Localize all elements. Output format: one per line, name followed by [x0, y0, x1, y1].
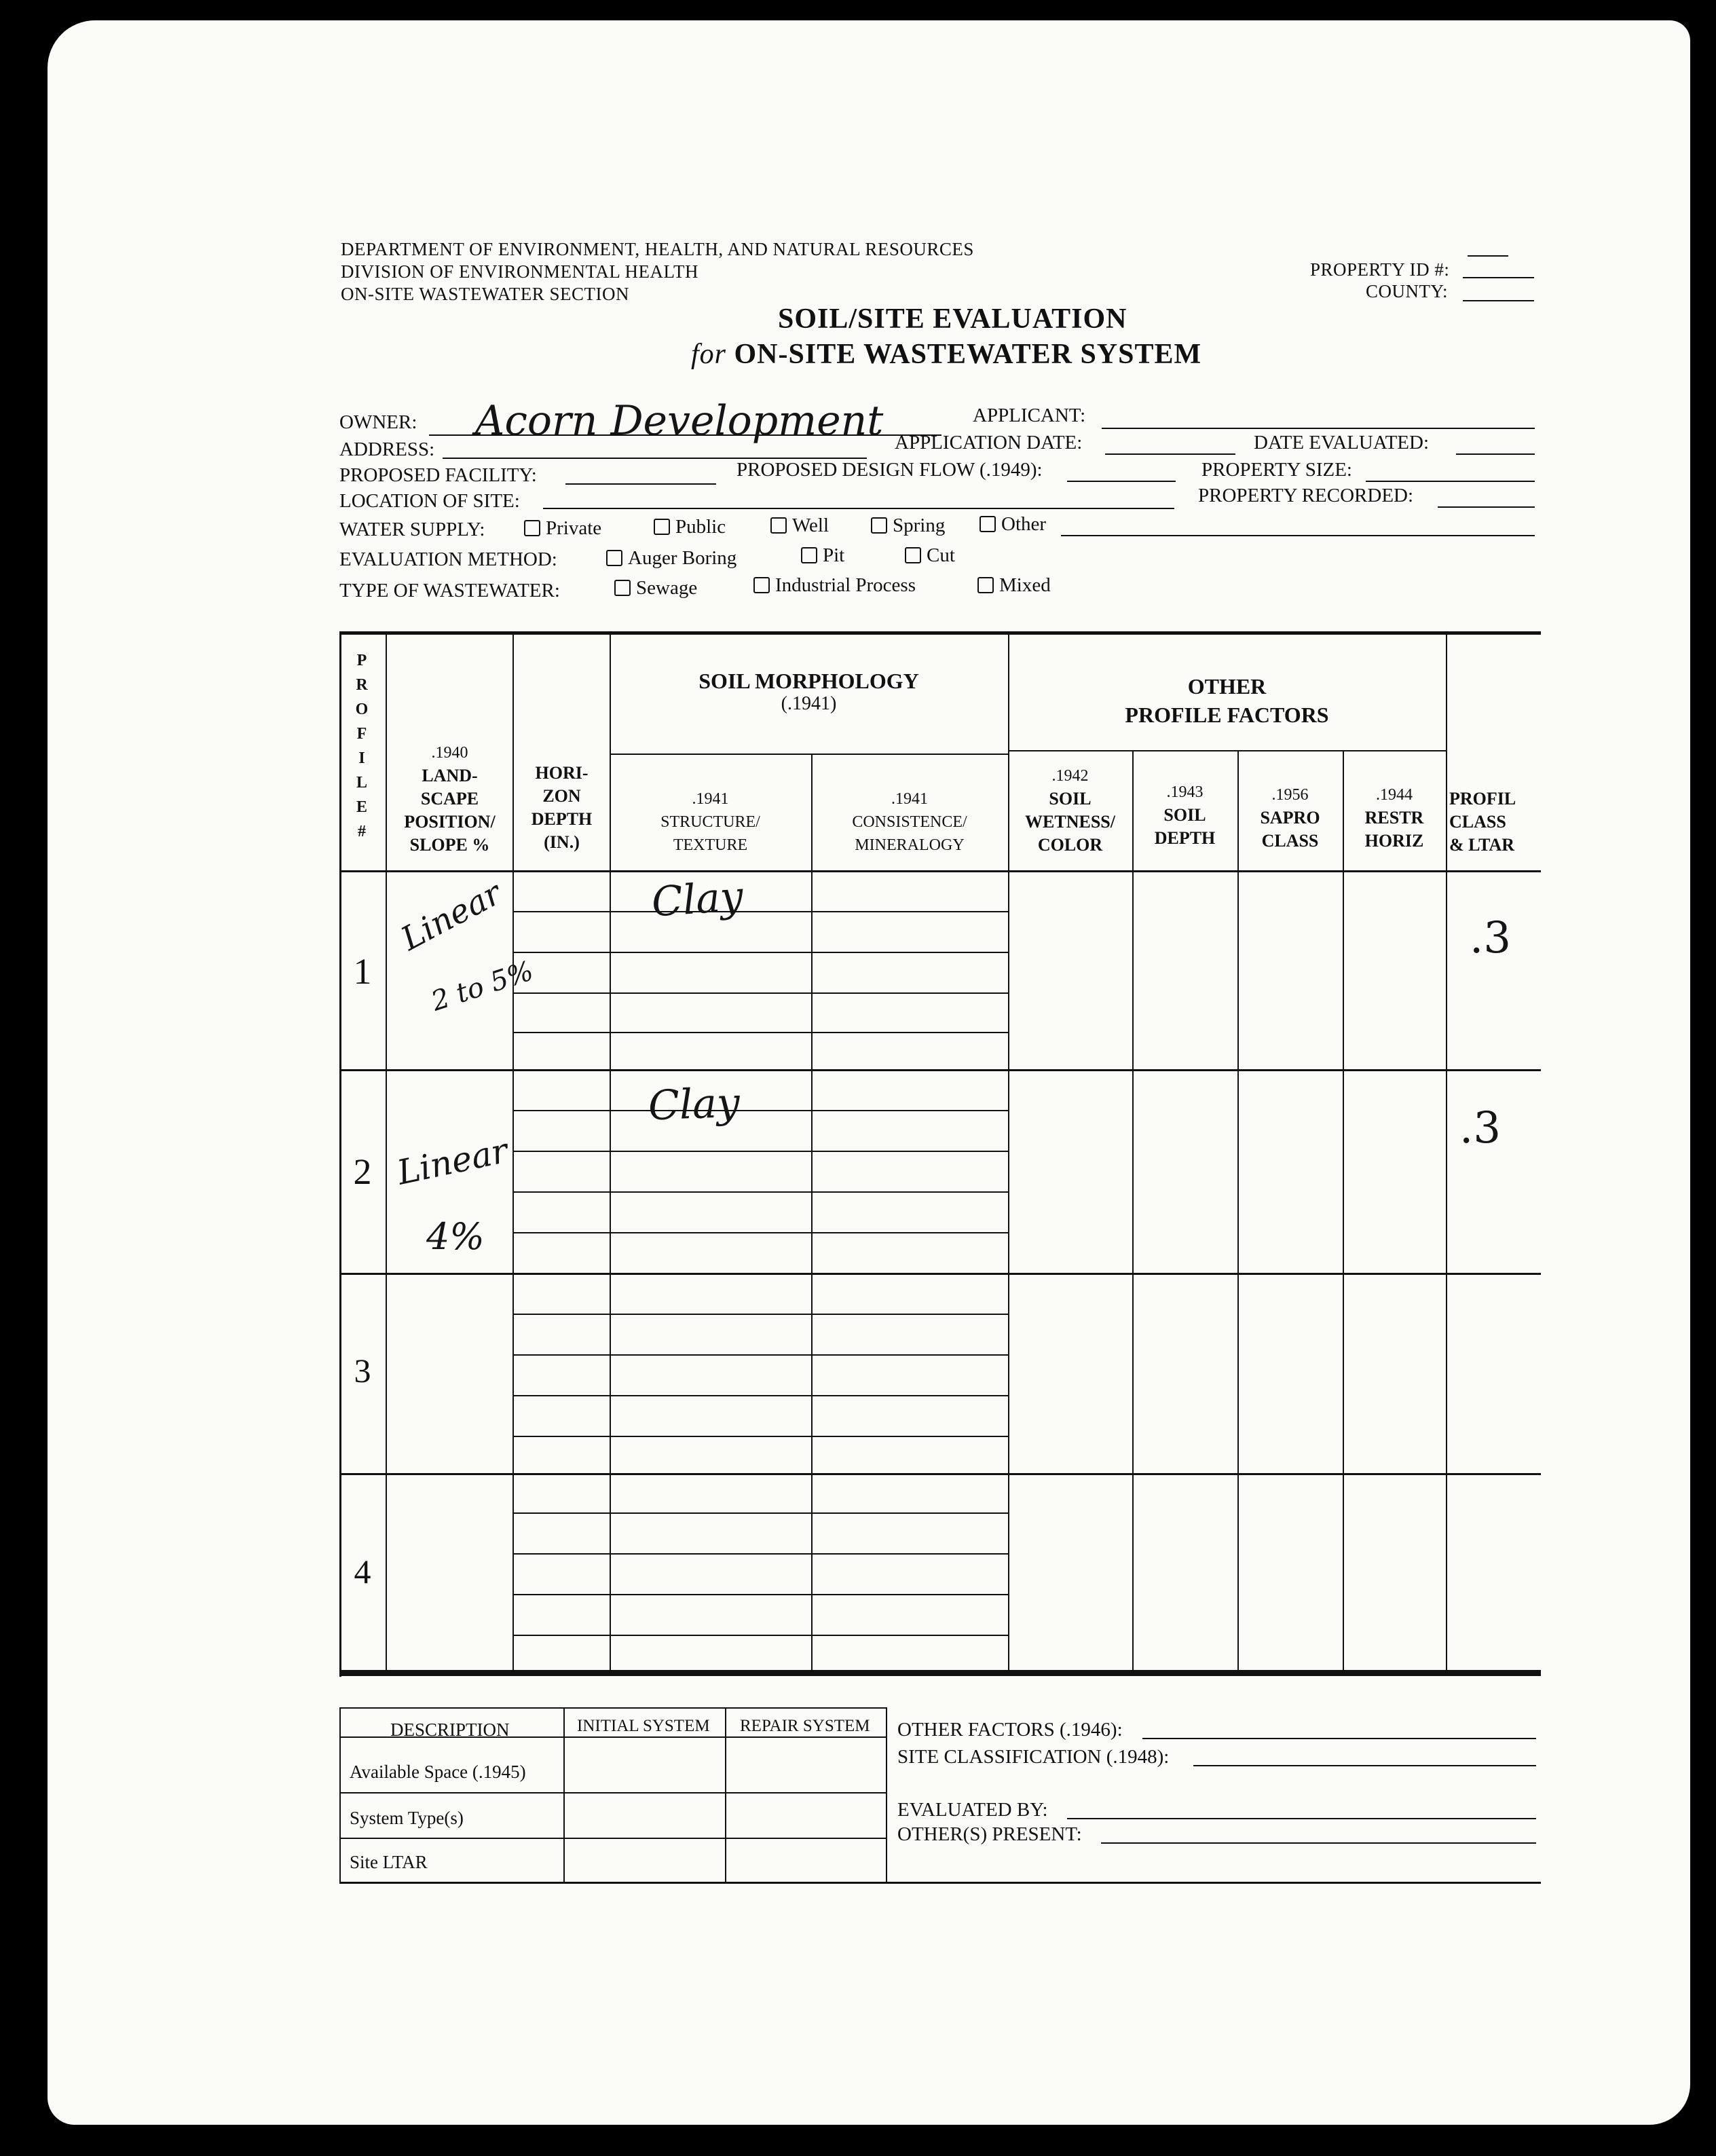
location-label: LOCATION OF SITE: [339, 490, 520, 512]
evaluation-method-label: EVALUATION METHOD: [339, 549, 557, 570]
pit-checkbox[interactable]: Pit [801, 544, 844, 567]
landscape-value: Linear [395, 874, 508, 959]
water-other-field[interactable] [1061, 535, 1535, 536]
available-space-label: Available Space (.1945) [350, 1762, 526, 1782]
owner-value: Acorn Development [475, 397, 884, 445]
soil-morphology-header: SOIL MORPHOLOGY (.1941) [698, 669, 919, 714]
structure-value: Clay [650, 872, 745, 927]
property-size-label: PROPERTY SIZE: [1201, 459, 1352, 481]
application-date-label: APPLICATION DATE: [895, 432, 1083, 453]
other-profile-factors-header: OTHER PROFILE FACTORS [1125, 674, 1329, 727]
county-field[interactable] [1463, 300, 1534, 301]
property-size-field[interactable] [1366, 481, 1535, 482]
consistence-mineralogy-header: .1941 CONSISTENCE/ MINERALOGY [852, 790, 967, 854]
owner-label: OWNER: [339, 411, 417, 433]
property-id-label: PROPERTY ID #: [1310, 259, 1450, 280]
cut-checkbox[interactable]: Cut [905, 544, 955, 567]
landscape-value: Linear [394, 1130, 512, 1193]
others-present-label: OTHER(S) PRESENT: [897, 1823, 1082, 1845]
site-classification-label: SITE CLASSIFICATION (.1948): [897, 1746, 1170, 1768]
water-private-checkbox[interactable]: Private [524, 517, 601, 540]
slope-value: 4% [426, 1215, 485, 1258]
profile-number: 3 [354, 1352, 371, 1390]
sewage-checkbox[interactable]: Sewage [614, 577, 697, 599]
county-label: COUNTY: [1366, 281, 1449, 301]
evaluated-by-field[interactable] [1067, 1818, 1536, 1819]
proposed-facility-label: PROPOSED FACILITY: [339, 464, 537, 486]
property-id-field[interactable] [1463, 277, 1534, 278]
wastewater-type-label: TYPE OF WASTEWATER: [339, 580, 560, 601]
applicant-label: APPLICANT: [973, 405, 1086, 426]
water-public-checkbox[interactable]: Public [654, 516, 726, 538]
evaluated-by-label: EVALUATED BY: [897, 1799, 1048, 1821]
other-factors-field[interactable] [1142, 1738, 1536, 1739]
profile-class-value: .3 [1459, 1103, 1502, 1153]
subtitle-prefix: for [691, 339, 727, 370]
other-factors-label: OTHER FACTORS (.1946): [897, 1719, 1123, 1741]
structure-value: Clay [647, 1079, 741, 1130]
property-recorded-field[interactable] [1438, 506, 1535, 508]
system-type-label: System Type(s) [350, 1808, 464, 1828]
mixed-checkbox[interactable]: Mixed [977, 574, 1051, 597]
profile-number: 2 [353, 1151, 372, 1192]
profile-class-header: PROFIL CLASS & LTAR [1449, 789, 1516, 855]
industrial-process-checkbox[interactable]: Industrial Process [753, 574, 916, 597]
landscape-header: .1940 LAND- SCAPE POSITION/ SLOPE % [404, 744, 496, 855]
address-label: ADDRESS: [339, 439, 435, 460]
site-ltar-label: Site LTAR [350, 1852, 428, 1872]
location-field[interactable] [543, 508, 1174, 509]
design-flow-field[interactable] [1067, 481, 1176, 482]
section-line: ON-SITE WASTEWATER SECTION [341, 284, 629, 304]
others-present-field[interactable] [1101, 1842, 1536, 1844]
form-subtitle [691, 338, 1201, 371]
structure-texture-header: .1941 STRUCTURE/ TEXTURE [660, 790, 760, 854]
subtitle-text: ON-SITE WASTEWATER SYSTEM [734, 339, 1202, 370]
profile-number: 4 [354, 1553, 371, 1591]
department-line: DEPARTMENT OF ENVIRONMENT, HEALTH, AND NATURAL RESOURCES [341, 239, 974, 259]
slope-value: 2 to 5% [428, 955, 538, 1018]
division-line: DIVISION OF ENVIRONMENTAL HEALTH [341, 261, 699, 282]
description-header: DESCRIPTION [390, 1720, 510, 1740]
initial-system-header: INITIAL SYSTEM [577, 1717, 710, 1735]
water-other-checkbox[interactable]: Other [980, 513, 1046, 536]
soil-wetness-header: .1942 SOIL WETNESS/ COLOR [1025, 767, 1115, 855]
restr-horiz-header: .1944 RESTR HORIZ [1364, 786, 1424, 851]
profile-number: 1 [353, 951, 372, 992]
date-evaluated-label: DATE EVALUATED: [1254, 432, 1430, 453]
profile-header: P R O F I L E # [355, 652, 369, 840]
date-evaluated-field[interactable] [1456, 453, 1535, 455]
soil-depth-header: .1943 SOIL DEPTH [1154, 783, 1216, 848]
auger-boring-checkbox[interactable]: Auger Boring [606, 547, 736, 570]
form-title: SOIL/SITE EVALUATION [778, 303, 1127, 335]
water-spring-checkbox[interactable]: Spring [871, 515, 945, 537]
proposed-facility-field[interactable] [565, 483, 716, 485]
repair-system-header: REPAIR SYSTEM [740, 1717, 870, 1735]
water-supply-label: WATER SUPPLY: [339, 519, 485, 540]
design-flow-label: PROPOSED DESIGN FLOW (.1949): [736, 459, 1043, 481]
application-date-field[interactable] [1105, 453, 1235, 455]
applicant-field[interactable] [1102, 428, 1535, 429]
water-well-checkbox[interactable]: Well [770, 515, 829, 537]
sheet-field[interactable] [1468, 255, 1508, 257]
sapro-class-header: .1956 SAPRO CLASS [1260, 786, 1320, 851]
profile-class-value: .3 [1470, 913, 1512, 963]
horizon-depth-header: HORI- ZON DEPTH (IN.) [531, 763, 593, 852]
site-classification-field[interactable] [1193, 1765, 1536, 1766]
property-recorded-label: PROPERTY RECORDED: [1198, 485, 1414, 506]
form-page [48, 20, 1690, 2125]
